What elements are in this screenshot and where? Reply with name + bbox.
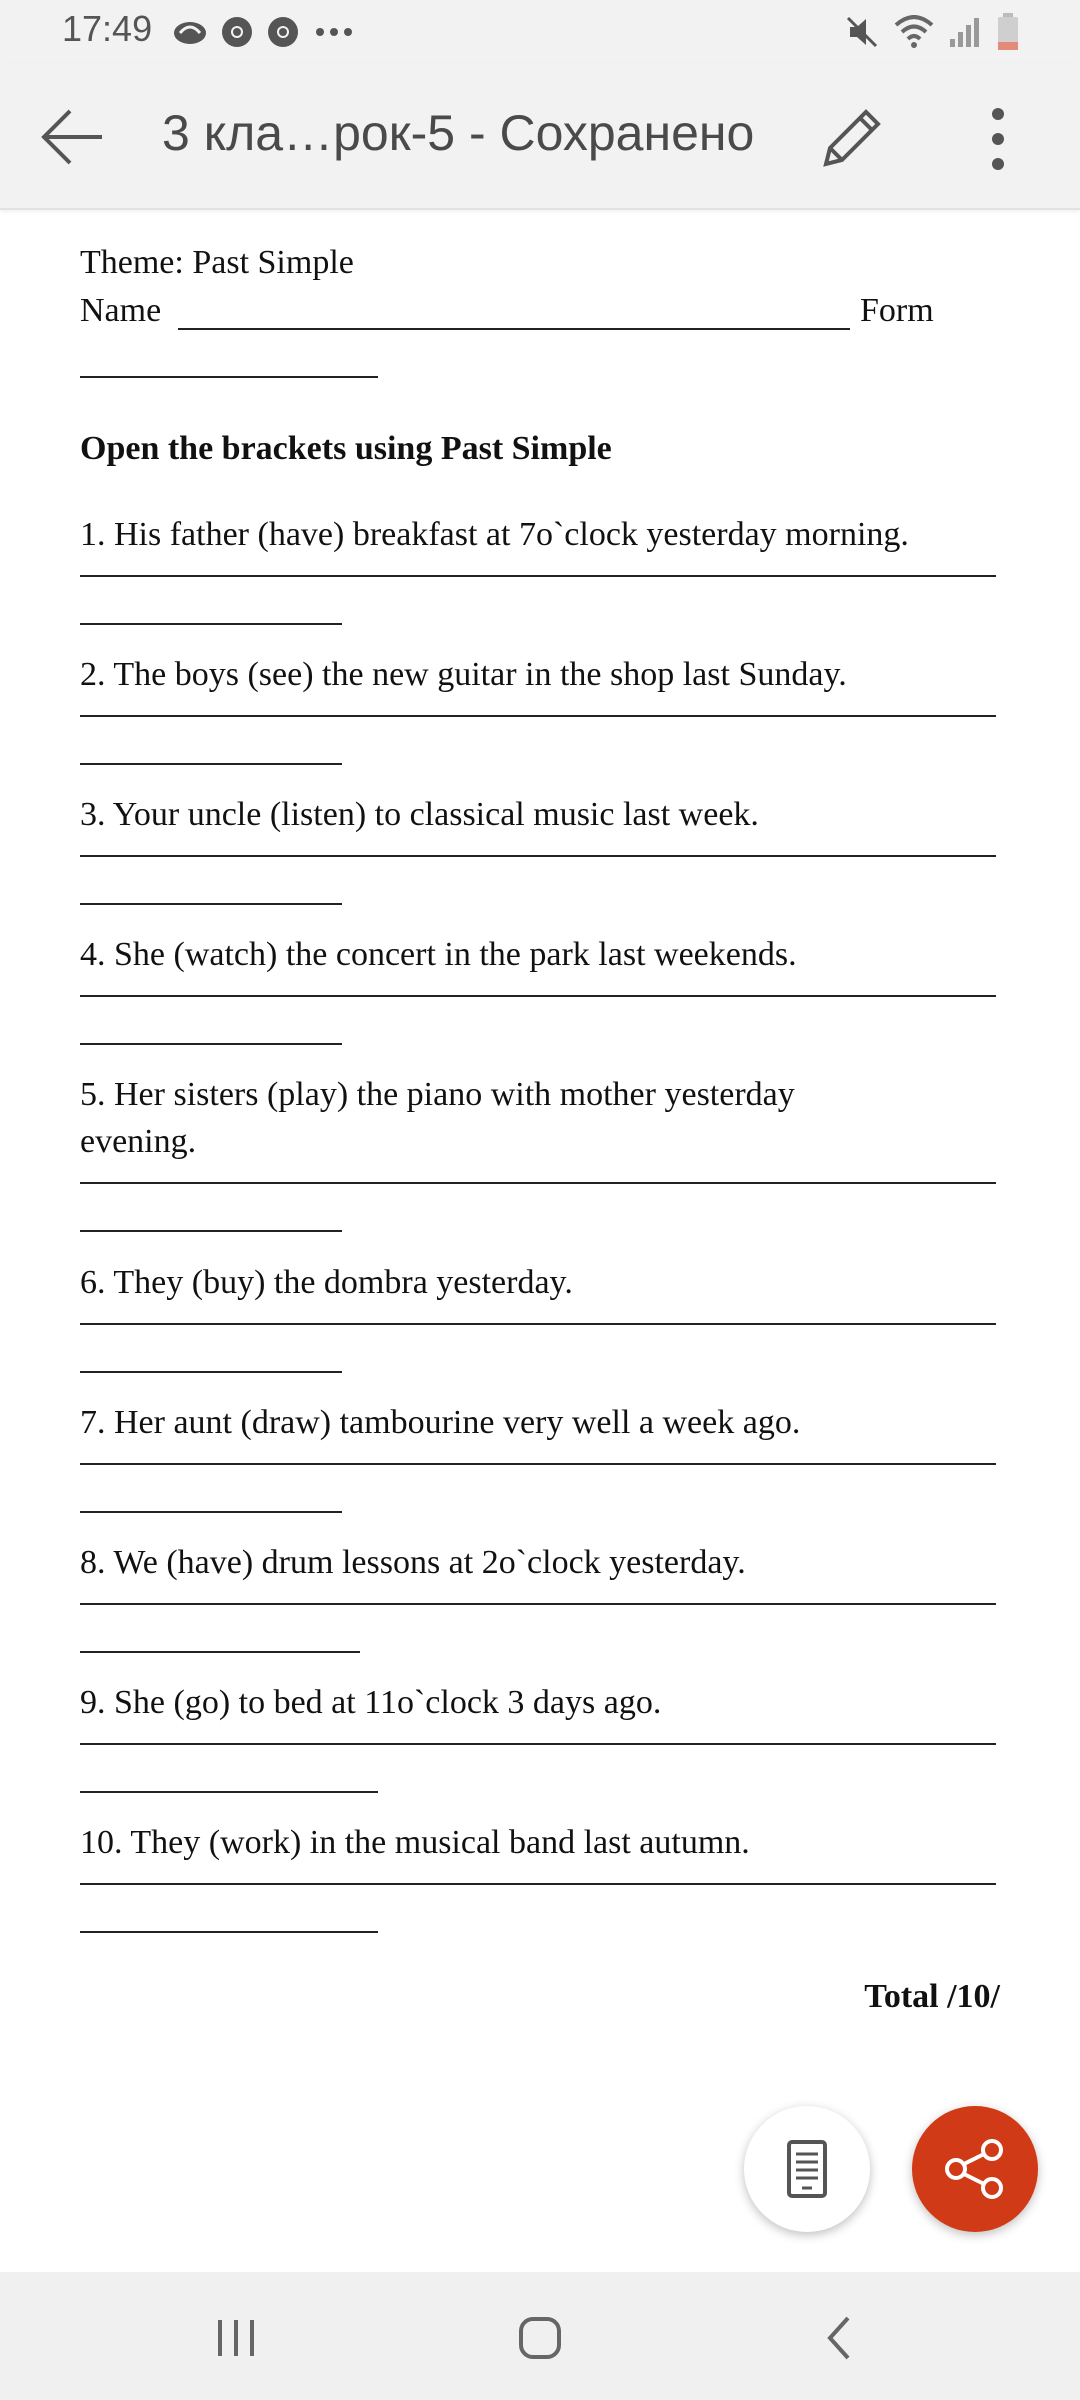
- answer-line[interactable]: [80, 1883, 996, 1885]
- exercise-item-text: 2. The boys (see) the new guitar in the shop last Sunday.: [80, 656, 847, 693]
- total-score: Total /10/: [864, 1978, 1000, 2015]
- document-view-icon: [744, 2106, 870, 2232]
- share-button[interactable]: [912, 2106, 1038, 2232]
- document-title: 3 кла…рок-5 - Сохранено: [162, 105, 755, 161]
- signal-icon: [948, 15, 982, 49]
- exercise-heading: Open the brackets using Past Simple: [80, 430, 612, 467]
- status-time: 17:49: [62, 8, 153, 49]
- form-label: Form: [860, 292, 934, 329]
- answer-line-continued[interactable]: [80, 1230, 342, 1232]
- answer-line-continued[interactable]: [80, 1651, 360, 1653]
- answer-line[interactable]: [80, 1182, 996, 1184]
- answer-line[interactable]: [80, 1323, 996, 1325]
- back-button[interactable]: [36, 102, 110, 172]
- system-navigation-bar: [0, 2272, 1080, 2400]
- chrome-icon: [220, 15, 254, 49]
- exercise-item-text: 8. We (have) drum lessons at 2o`clock yesterday.: [80, 1544, 746, 1581]
- share-icon: [912, 2106, 1038, 2232]
- answer-line[interactable]: [80, 1743, 996, 1745]
- exercise-item-text: 4. She (watch) the concert in the park last weekends.: [80, 936, 797, 973]
- battery-low-icon: [996, 13, 1020, 51]
- app-bar: [0, 64, 1080, 210]
- nav-back-button[interactable]: [800, 2298, 880, 2378]
- answer-line-continued[interactable]: [80, 1043, 342, 1045]
- answer-line-continued[interactable]: [80, 763, 342, 765]
- home-icon: [500, 2298, 580, 2378]
- exercise-item-text: 10. They (work) in the musical band last autumn.: [80, 1824, 750, 1861]
- notification-icons: [172, 12, 356, 52]
- wifi-icon: [894, 15, 934, 49]
- more-options-button[interactable]: [968, 100, 1028, 178]
- exercise-item-text: 5. Her sisters (play) the piano with mother yesterday: [80, 1076, 795, 1113]
- status-bar: [0, 0, 1080, 64]
- recent-apps-icon: [196, 2298, 276, 2378]
- answer-line-continued[interactable]: [80, 903, 342, 905]
- exercise-item-text: 1. His father (have) breakfast at 7o`clock yesterday morning.: [80, 516, 909, 553]
- recent-apps-button[interactable]: [196, 2298, 276, 2378]
- kebab-menu-icon: [968, 100, 1028, 178]
- mute-icon: [844, 14, 880, 50]
- name-answer-line[interactable]: [178, 328, 850, 330]
- answer-line-continued[interactable]: [80, 1791, 378, 1793]
- answer-line-continued[interactable]: [80, 1371, 342, 1373]
- answer-line-continued[interactable]: [80, 623, 342, 625]
- answer-line[interactable]: [80, 1463, 996, 1465]
- system-icons: [844, 10, 1020, 54]
- pencil-icon: [812, 100, 890, 178]
- answer-line[interactable]: [80, 715, 996, 717]
- form-answer-line[interactable]: [80, 376, 378, 378]
- cloud-notification-icon: [172, 17, 208, 47]
- back-icon: [800, 2298, 880, 2378]
- answer-line[interactable]: [80, 575, 996, 577]
- more-notifications-icon: [312, 22, 356, 42]
- exercise-item-text: 6. They (buy) the dombra yesterday.: [80, 1264, 573, 1301]
- home-button[interactable]: [500, 2298, 580, 2378]
- answer-line[interactable]: [80, 855, 996, 857]
- theme-line: Theme: Past Simple: [80, 244, 354, 281]
- reader-mode-button[interactable]: [744, 2106, 870, 2232]
- exercise-item-text: evening.: [80, 1123, 197, 1160]
- answer-line-continued[interactable]: [80, 1931, 378, 1933]
- chrome-icon: [266, 15, 300, 49]
- exercise-item-text: 7. Her aunt (draw) tambourine very well a week ago.: [80, 1404, 801, 1441]
- back-arrow-icon: [36, 102, 110, 172]
- answer-line[interactable]: [80, 1603, 996, 1605]
- name-label: Name: [80, 292, 162, 329]
- answer-line[interactable]: [80, 995, 996, 997]
- answer-line-continued[interactable]: [80, 1511, 342, 1513]
- edit-button[interactable]: [812, 100, 890, 178]
- exercise-item-text: 3. Your uncle (listen) to classical music last week.: [80, 796, 759, 833]
- exercise-item-text: 9. She (go) to bed at 11o`clock 3 days ago.: [80, 1684, 662, 1721]
